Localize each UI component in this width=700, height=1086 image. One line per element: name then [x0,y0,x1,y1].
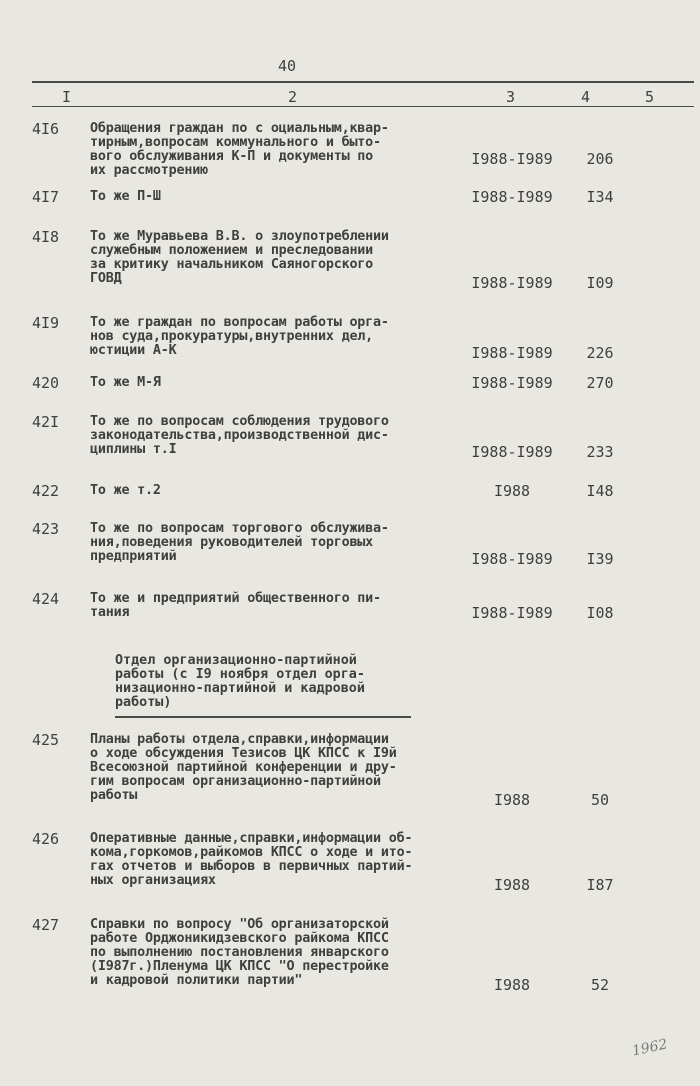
entry-sheet-count: I87 [586,876,614,894]
entry-years: I988 [493,976,531,994]
entry-number: 424 [32,590,60,608]
entry-number: 4I8 [32,228,60,246]
entry-number: 42I [32,413,60,431]
entry-title: То же П-Ш [90,189,161,204]
entry-sheet-count: 233 [586,443,614,461]
entry-title: Обращения граждан по с оциальным,квар- тирным,вопросам коммунального и быто- вого обслуживания К-П и документы по их рассмотрению [90,121,389,178]
column-header-5: 5 [645,88,655,106]
column-header-3: 3 [506,88,516,106]
entry-sheet-count: 50 [590,791,610,809]
entry-years: I988 [493,876,531,894]
entry-number: 420 [32,374,60,392]
entry-sheet-count: I34 [586,188,614,206]
entry-number: 422 [32,482,60,500]
entry-title: То же Муравьева В.В. о злоупотреблении служебным положением и преследовании за критику начальником Саяногорского ГОВД [90,229,389,286]
page-number: 40 [278,57,297,75]
entry-years: I988-I989 [471,374,553,392]
header-bottom-rule [32,106,694,107]
entry-years: I988-I989 [471,550,553,568]
column-header-2: 2 [288,88,298,106]
entry-number: 427 [32,916,60,934]
entry-years: I988-I989 [471,188,553,206]
entry-title: То же по вопросам торгового обслужива- ния,поведения руководителей торговых предприятий [90,521,389,564]
entry-years: I988-I989 [471,604,553,622]
entry-number: 425 [32,731,60,749]
entry-number: 426 [32,830,60,848]
entry-number: 423 [32,520,60,538]
entry-years: I988 [493,791,531,809]
entry-title: То же граждан по вопросам работы орга- нов суда,прокуратуры,внутренних дел, юстиции А-К [90,315,389,358]
section-underline [115,716,411,718]
entry-years: I988 [493,482,531,500]
entry-title: Оперативные данные,справки,информации об- кома,горкомов,райкомов КПСС о ходе и ито- гах отчетов и выборов в первичных партий- ных организациях [90,831,413,888]
entry-years: I988-I989 [471,344,553,362]
entry-sheet-count: 52 [590,976,610,994]
entry-sheet-count: 206 [586,150,614,168]
entry-sheet-count: 226 [586,344,614,362]
section-heading: Отдел организационно-партийной работы (с I9 ноября отдел орга- низационно-партийной и кадровой работы) [115,653,365,710]
entry-sheet-count: I09 [586,274,614,292]
entry-sheet-count: I39 [586,550,614,568]
entry-number: 4I9 [32,314,60,332]
entry-sheet-count: I08 [586,604,614,622]
column-header-1: I [62,88,72,106]
entry-years: I988-I989 [471,150,553,168]
entry-sheet-count: I48 [586,482,614,500]
entry-years: I988-I989 [471,443,553,461]
entry-title: Планы работы отдела,справки,информации о ходе обсуждения Тезисов ЦК КПСС к I9й Всесоюзной партийной конференции и дру- гим вопросам организационно-партийной работы [90,732,397,803]
entry-years: I988-I989 [471,274,553,292]
entry-title: То же и предприятий общественного пи- тания [90,591,381,620]
entry-title: То же т.2 [90,483,161,498]
entry-number: 4I6 [32,120,60,138]
entry-title: Справки по вопросу "Об организаторской работе Орджоникидзевского райкома КПСС по выполнению постановления январского (I987г.)Пленума ЦК КПСС "О перестройке и кадровой политики партии" [90,917,389,988]
entry-sheet-count: 270 [586,374,614,392]
entry-title: То же по вопросам соблюдения трудового законодательства,производственной дис- циплины т.I [90,414,389,457]
column-header-4: 4 [581,88,591,106]
handwritten-sheet-number: 1962 [630,1036,669,1060]
entry-title: То же М-Я [90,375,161,390]
entry-number: 4I7 [32,188,60,206]
header-top-rule [32,81,694,83]
